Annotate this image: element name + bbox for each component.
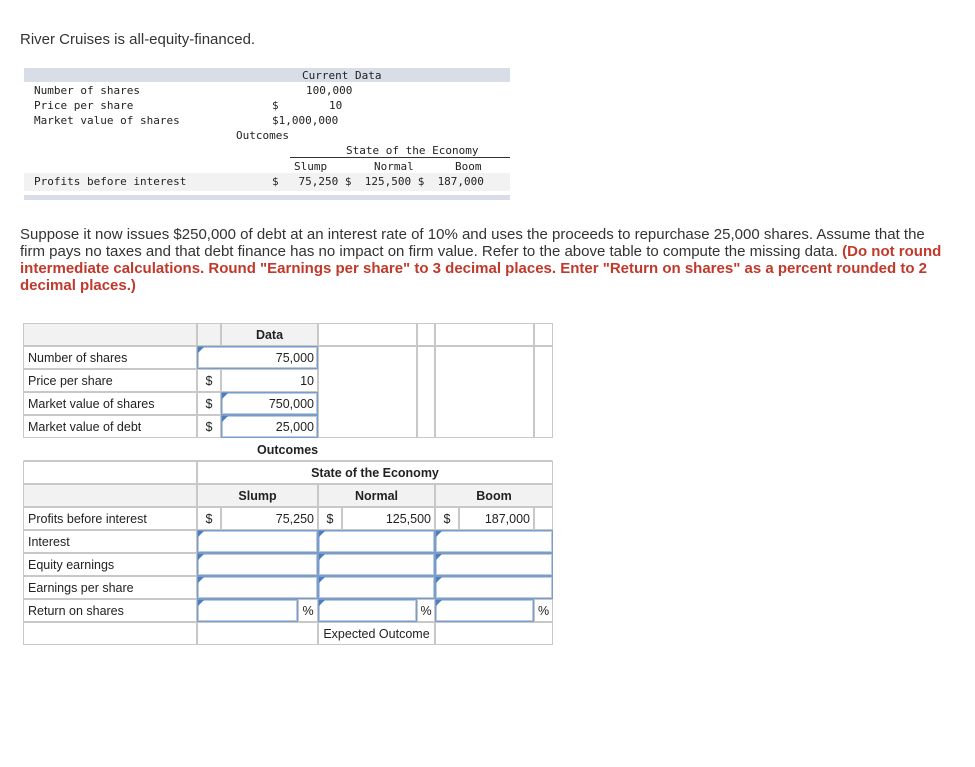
current-data-title: Current Data xyxy=(302,69,382,82)
ws-header-blank-2 xyxy=(417,323,435,346)
ws-header-blank-4 xyxy=(534,323,553,346)
problem-paragraph xyxy=(20,226,950,294)
ref-value-price: 10 xyxy=(329,99,343,112)
ws-scenario-slump: Slump xyxy=(197,484,318,507)
ref-label-price: Price per share xyxy=(34,99,134,112)
ws-label-price: Price per share xyxy=(23,369,197,392)
problem-text: Suppose it now issues $250,000 of debt at an interest rate of 10% and uses the proceeds to repurchase 25,000 shares. Assume that the firm pays no taxes and that debt finance has no impact on firm value. Refer to the above table to compute the missing data. xyxy=(20,226,925,260)
ws-state-corner xyxy=(23,461,197,484)
interest-normal-input[interactable] xyxy=(318,530,435,553)
ref-scenario-boom: Boom xyxy=(455,160,482,173)
ws-scenario-corner xyxy=(23,484,197,507)
ws-profits-normal: 125,500 xyxy=(342,507,435,530)
ref-scenario-slump: Slump xyxy=(294,160,328,173)
ws-label-equity-earnings: Equity earnings xyxy=(23,553,197,576)
ws-outcomes-label: Outcomes xyxy=(257,443,319,457)
intro-text: River Cruises is all-equity-financed. xyxy=(20,31,256,48)
ref-profits-label: Profits before interest xyxy=(34,175,187,188)
reference-header-band xyxy=(24,68,510,82)
market-value-shares-input[interactable]: 750,000 xyxy=(221,392,318,415)
equity-earnings-slump-input[interactable] xyxy=(197,553,318,576)
return-normal-input[interactable] xyxy=(318,599,417,622)
ws-sign-market-shares: $ xyxy=(197,392,221,415)
ws-expected-label: Expected Outcome xyxy=(318,622,435,645)
ws-blank-block-2 xyxy=(417,346,435,438)
ws-state-header: State of the Economy xyxy=(197,461,553,484)
equity-earnings-boom-input[interactable] xyxy=(435,553,553,576)
ws-header-sign xyxy=(197,323,221,346)
ws-data-header: Data xyxy=(221,323,318,346)
ws-profits-blank xyxy=(534,507,553,530)
return-boom-input[interactable] xyxy=(435,599,534,622)
ws-label-shares: Number of shares xyxy=(23,346,197,369)
ws-header-blank-3 xyxy=(435,323,534,346)
ref-outcomes-label: Outcomes xyxy=(236,129,289,142)
ws-label-profits: Profits before interest xyxy=(23,507,197,530)
ws-profits-boom: 187,000 xyxy=(459,507,534,530)
ws-pct-normal: % xyxy=(417,599,435,622)
ws-expected-slump xyxy=(197,622,318,645)
ws-pct-slump: % xyxy=(298,599,318,622)
instruction-text: (Do not round intermediate calculations. Round "Earnings per share" to 3 decimal places. Enter "Return on shares" as a percent rounded to 2 decimal places.) xyxy=(20,243,942,294)
ref-scenario-normal: Normal xyxy=(374,160,414,173)
ws-label-market-debt: Market value of debt xyxy=(23,415,197,438)
ws-sign-price: $ xyxy=(197,369,221,392)
ws-label-interest: Interest xyxy=(23,530,197,553)
ref-value-market: $1,000,000 xyxy=(272,114,339,127)
ws-label-return: Return on shares xyxy=(23,599,197,622)
ref-label-shares: Number of shares xyxy=(34,84,140,97)
return-slump-input[interactable] xyxy=(197,599,298,622)
ws-pct-boom: % xyxy=(534,599,553,622)
interest-slump-input[interactable] xyxy=(197,530,318,553)
ws-corner xyxy=(23,323,197,346)
ws-expected-corner xyxy=(23,622,197,645)
ws-expected-boom xyxy=(435,622,553,645)
ws-sign-profits-normal: $ xyxy=(318,507,342,530)
eps-slump-input[interactable] xyxy=(197,576,318,599)
worksheet-table xyxy=(23,323,553,645)
ws-blank-block-3 xyxy=(435,346,534,438)
eps-normal-input[interactable] xyxy=(318,576,435,599)
ref-value-shares: 100,000 xyxy=(306,84,353,97)
ws-scenario-normal: Normal xyxy=(318,484,435,507)
ref-state-rule xyxy=(290,157,510,158)
shares-input[interactable]: 75,000 xyxy=(197,346,318,369)
ws-blank-block-4 xyxy=(534,346,553,438)
interest-boom-input[interactable] xyxy=(435,530,553,553)
ws-blank-block-1 xyxy=(318,346,417,438)
ws-sign-profits-boom: $ xyxy=(435,507,459,530)
ref-label-market: Market value of shares xyxy=(34,114,180,127)
ws-sign-market-debt: $ xyxy=(197,415,221,438)
eps-boom-input[interactable] xyxy=(435,576,553,599)
ws-profits-slump: 75,250 xyxy=(221,507,318,530)
ws-scenario-boom: Boom xyxy=(435,484,553,507)
equity-earnings-normal-input[interactable] xyxy=(318,553,435,576)
ref-sign-price: $ xyxy=(272,99,279,112)
ref-profits-values: $ 75,250 $ 125,500 $ 187,000 xyxy=(272,175,484,188)
reference-bottom-band xyxy=(24,195,510,200)
ws-header-blank-1 xyxy=(318,323,417,346)
ws-sign-profits-slump: $ xyxy=(197,507,221,530)
ws-value-price: 10 xyxy=(221,369,318,392)
market-value-debt-input[interactable]: 25,000 xyxy=(221,415,318,438)
ref-state-label: State of the Economy xyxy=(346,144,479,157)
ws-label-eps: Earnings per share xyxy=(23,576,197,599)
ws-label-market-shares: Market value of shares xyxy=(23,392,197,415)
